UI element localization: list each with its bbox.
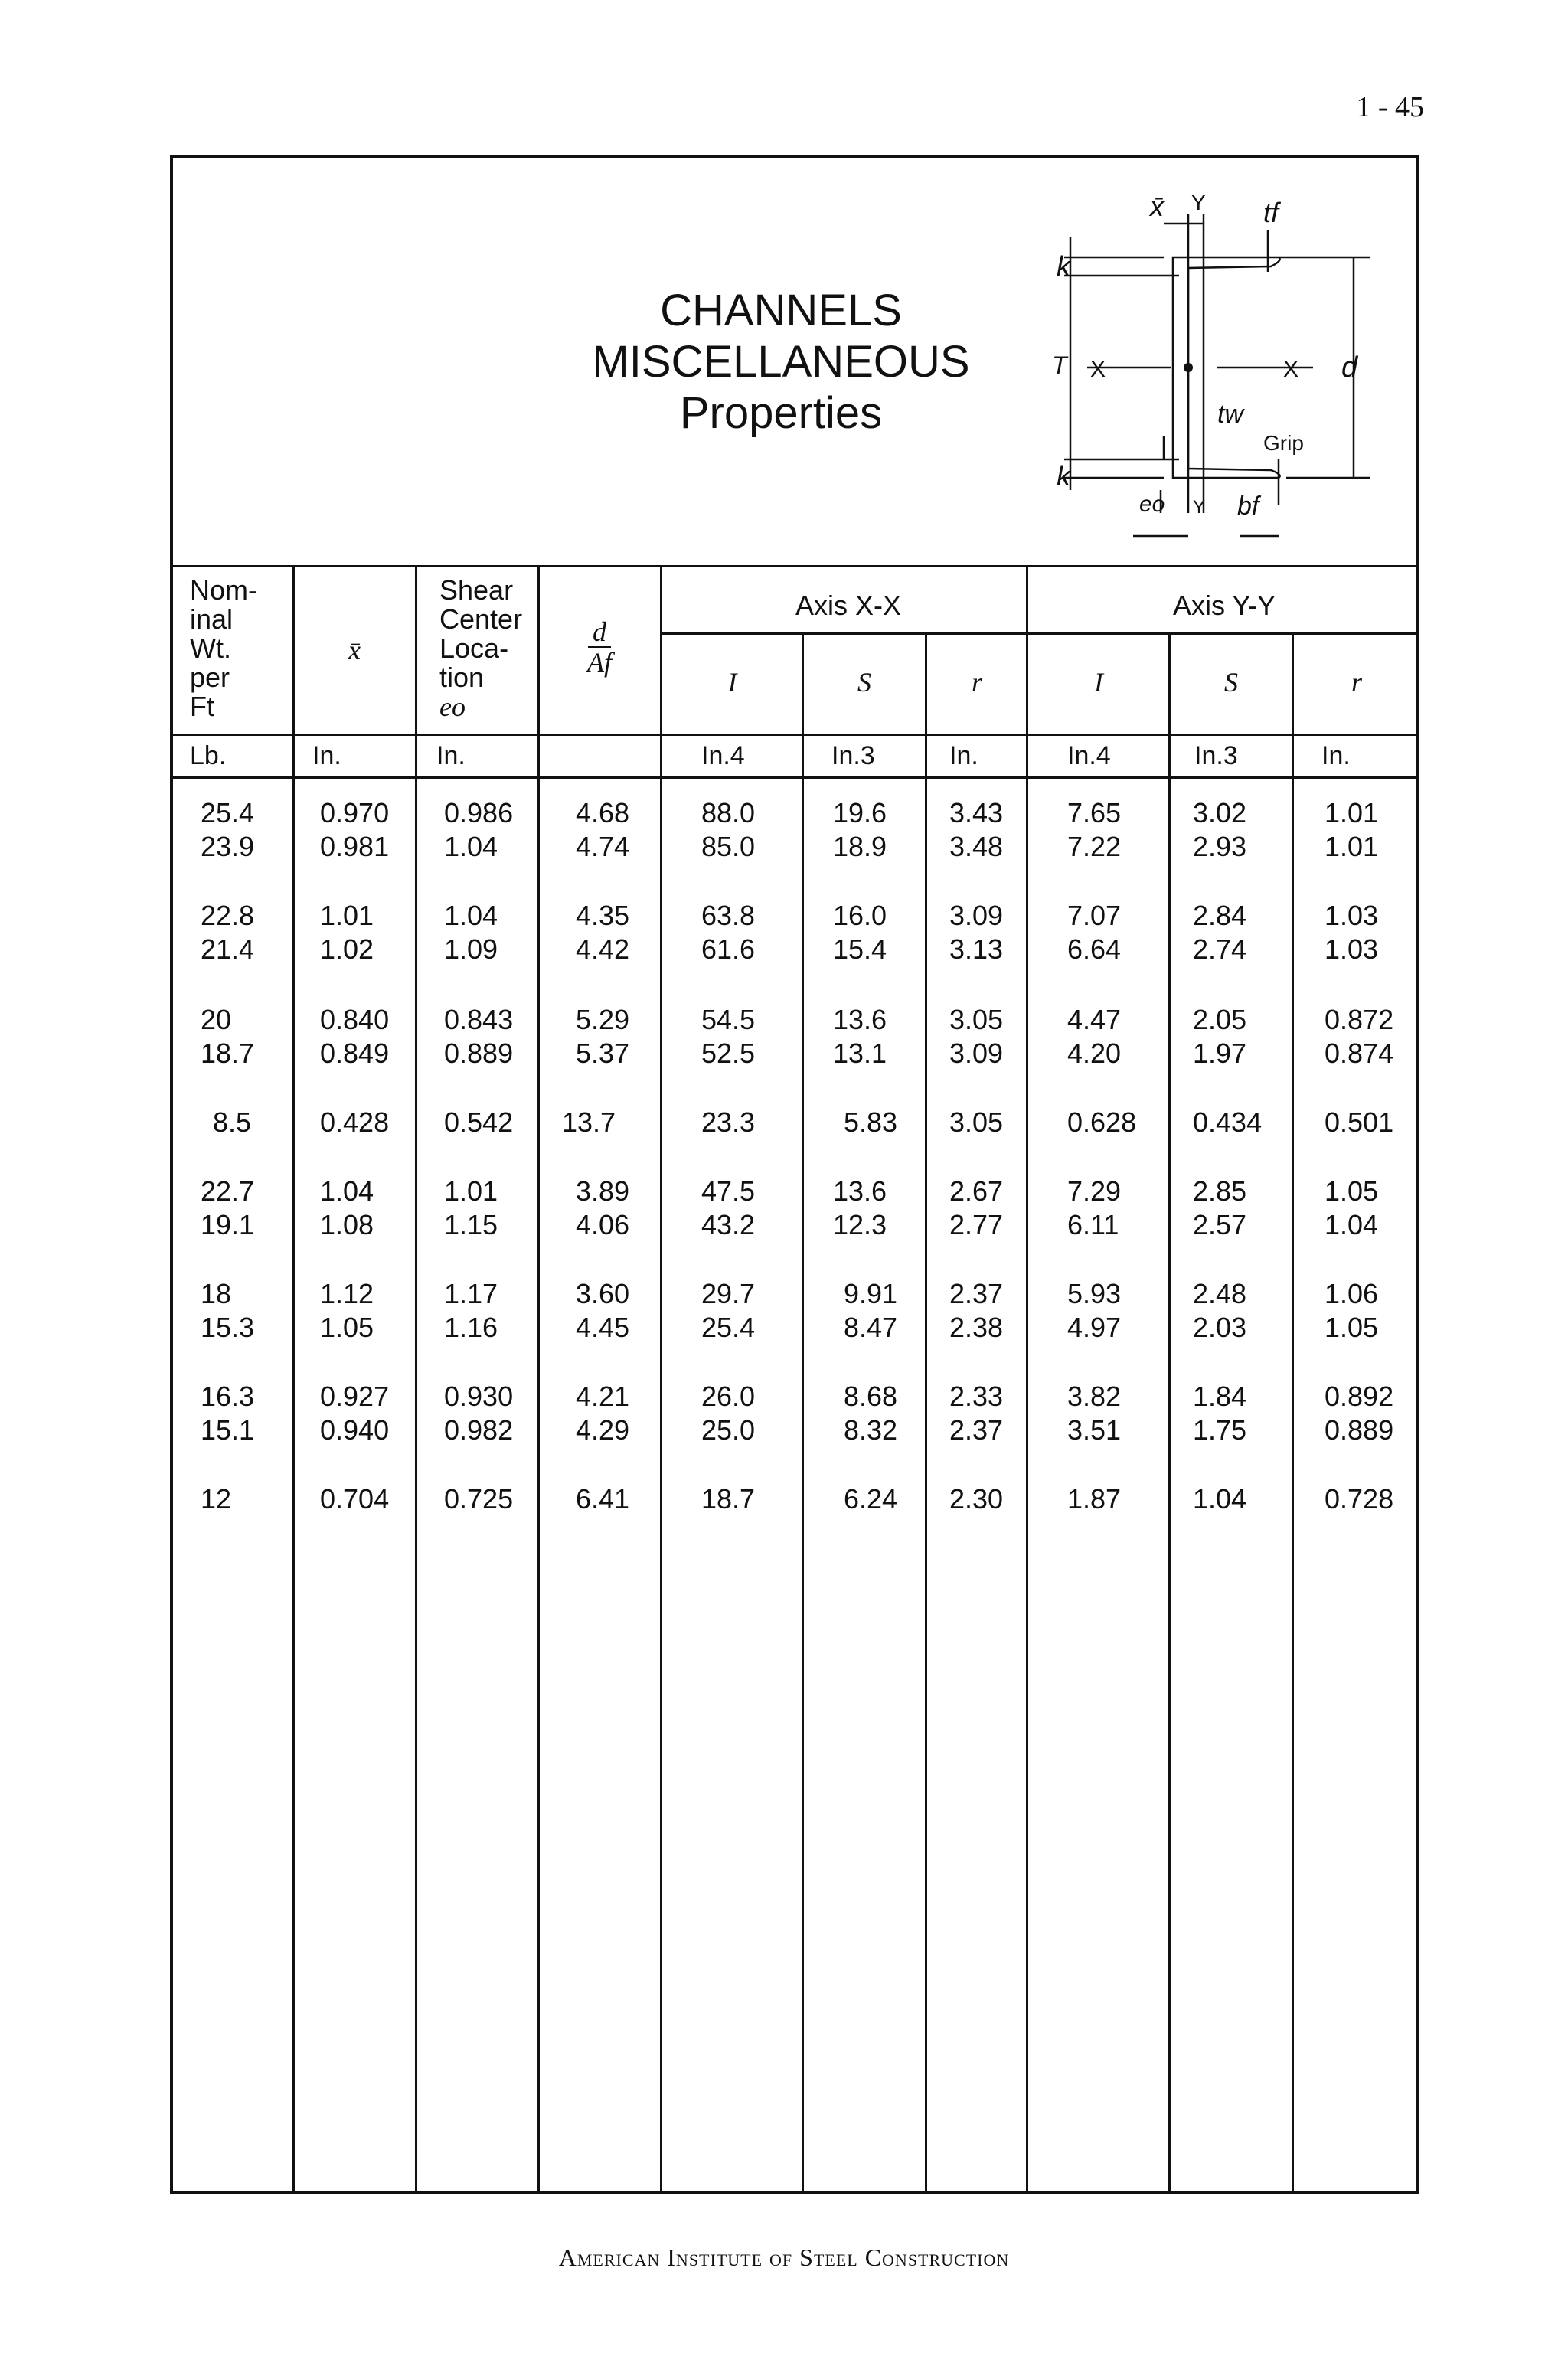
table-cell: 6.41 [576, 1483, 630, 1515]
table-cell: 23.9 [201, 831, 255, 862]
table-cell: 1.04 [444, 831, 498, 862]
title-line-3: Properties [679, 388, 883, 438]
table-cell: 15.4 [833, 933, 887, 965]
table-cell: 2.84 [1193, 900, 1247, 931]
table-cell: 0.982 [444, 1414, 514, 1446]
table-cell: 0.840 [320, 1004, 390, 1035]
col-rule [292, 565, 295, 2194]
col-rule [925, 634, 927, 2194]
header-line: d [588, 617, 611, 648]
table-cell: 2.37 [949, 1278, 1004, 1309]
header-line: eo [439, 691, 466, 722]
table-cell: 7.65 [1067, 797, 1122, 828]
header-line: tion [439, 662, 485, 693]
table-cell: 21.4 [201, 933, 255, 965]
table-cell: 4.29 [576, 1414, 630, 1446]
col-rule [802, 634, 804, 2194]
table-cell: 1.02 [320, 933, 374, 965]
table-cell: 13.1 [833, 1038, 887, 1069]
table-cell: 1.06 [1325, 1278, 1379, 1309]
table-cell: 4.47 [1067, 1004, 1122, 1035]
table-cell: 1.05 [320, 1312, 374, 1343]
table-cell: 1.15 [444, 1209, 498, 1240]
table-cell: 1.16 [444, 1312, 498, 1343]
table-cell: 3.09 [949, 900, 1004, 931]
col-rule [415, 565, 417, 2194]
table-cell: 0.849 [320, 1038, 390, 1069]
table-cell: 0.728 [1325, 1483, 1394, 1515]
table-cell: 0.501 [1325, 1106, 1394, 1138]
table-cell: 1.04 [1193, 1483, 1247, 1515]
table-cell: 6.24 [844, 1483, 898, 1515]
table-cell: 8.68 [844, 1381, 898, 1412]
table-cell: 1.01 [444, 1175, 498, 1207]
col-rule [1026, 565, 1028, 2194]
table-cell: 25.4 [201, 797, 255, 828]
table-cell: 2.67 [949, 1175, 1004, 1207]
header-line: Af [587, 647, 612, 678]
table-cell: 1.17 [444, 1278, 498, 1309]
label-x-left: X [1090, 357, 1106, 382]
table-cell: 1.09 [444, 933, 498, 965]
col-rule [1168, 634, 1171, 2194]
header-axis-yy: Axis Y-Y [1172, 590, 1276, 621]
table-cell: 13.6 [833, 1004, 887, 1035]
table-cell: 23.3 [701, 1106, 756, 1138]
table-cell: 1.01 [1325, 831, 1379, 862]
table-cell: 4.06 [576, 1209, 630, 1240]
table-cell: 3.02 [1193, 797, 1247, 828]
unit-lb: Lb. [190, 741, 227, 770]
label-x-right: X [1283, 357, 1299, 382]
table-cell: 15.3 [201, 1312, 255, 1343]
col-rule [660, 565, 662, 2194]
table-cell: 0.843 [444, 1004, 514, 1035]
unit-sxx: In.3 [831, 741, 875, 770]
header-rxx: r [971, 667, 982, 698]
table-cell: 7.22 [1067, 831, 1122, 862]
table-cell: 0.970 [320, 797, 390, 828]
table-cell: 12.3 [833, 1209, 887, 1240]
table-cell: 12 [201, 1483, 232, 1515]
table-cell: 1.04 [444, 900, 498, 931]
page-title [551, 285, 1011, 439]
table-cell: 13.7 [562, 1106, 616, 1138]
label-y-bottom: Y [1193, 497, 1206, 518]
table-cell: 3.05 [949, 1106, 1004, 1138]
header-line: Wt. [190, 632, 231, 664]
table-cell: 2.74 [1193, 933, 1247, 965]
table-cell: 0.628 [1067, 1106, 1137, 1138]
unit-eo: In. [436, 741, 466, 770]
table-cell: 4.97 [1067, 1312, 1122, 1343]
table-cell: 0.986 [444, 797, 514, 828]
header-line: Nom- [190, 574, 257, 606]
table-cell: 1.08 [320, 1209, 374, 1240]
header-line: Loca- [439, 632, 509, 664]
header-rule-1 [170, 734, 1419, 736]
header-xbar: x̄ [348, 635, 361, 665]
table-cell: 29.7 [701, 1278, 756, 1309]
table-cell: 15.1 [201, 1414, 255, 1446]
table-cell: 0.874 [1325, 1038, 1394, 1069]
table-cell: 0.981 [320, 831, 390, 862]
header-nominal-weight [175, 576, 305, 721]
table-cell: 1.05 [1325, 1175, 1379, 1207]
table-cell: 47.5 [701, 1175, 756, 1207]
table-cell: 25.4 [701, 1312, 756, 1343]
table-cell: 0.892 [1325, 1381, 1394, 1412]
table-cell: 2.48 [1193, 1278, 1247, 1309]
label-grip: Grip [1263, 431, 1304, 455]
table-cell: 0.428 [320, 1106, 390, 1138]
header-rule-2 [170, 776, 1419, 779]
table-cell: 7.29 [1067, 1175, 1122, 1207]
table-cell: 1.01 [1325, 797, 1379, 828]
col-rule [537, 565, 540, 2194]
table-cell: 6.11 [1067, 1209, 1119, 1240]
table-cell: 5.29 [576, 1004, 630, 1035]
table-cell: 18.7 [201, 1038, 255, 1069]
table-cell: 2.57 [1193, 1209, 1247, 1240]
header-shear-center [418, 576, 557, 721]
table-cell: 3.09 [949, 1038, 1004, 1069]
table-cell: 0.889 [1325, 1414, 1394, 1446]
table-cell: 7.07 [1067, 900, 1122, 931]
label-xbar: x̄ [1150, 191, 1164, 222]
table-cell: 3.13 [949, 933, 1004, 965]
table-cell: 4.74 [576, 831, 630, 862]
table-cell: 18.7 [701, 1483, 756, 1515]
table-cell: 0.542 [444, 1106, 514, 1138]
table-cell: 1.75 [1193, 1414, 1247, 1446]
table-cell: 19.6 [833, 797, 887, 828]
header-line: Center [439, 603, 523, 635]
label-t: T [1052, 351, 1067, 379]
table-cell: 3.60 [576, 1278, 630, 1309]
table-cell: 18.9 [833, 831, 887, 862]
table-cell: 0.889 [444, 1038, 514, 1069]
table-cell: 6.64 [1067, 933, 1122, 965]
table-cell: 16.0 [833, 900, 887, 931]
header-axis-xx: Axis X-X [795, 590, 902, 621]
table-cell: 5.83 [844, 1106, 898, 1138]
table-cell: 4.20 [1067, 1038, 1122, 1069]
table-cell: 1.97 [1193, 1038, 1247, 1069]
label-y-top: Y [1191, 191, 1206, 214]
table-cell: 1.84 [1193, 1381, 1247, 1412]
table-cell: 19.1 [201, 1209, 255, 1240]
title-line-1: CHANNELS [660, 286, 902, 335]
table-cell: 5.93 [1067, 1278, 1122, 1309]
header-syy: S [1224, 667, 1238, 698]
table-cell: 1.05 [1325, 1312, 1379, 1343]
table-cell: 1.03 [1325, 933, 1379, 965]
table-cell: 1.01 [320, 900, 374, 931]
page-number: 1 - 45 [1356, 91, 1424, 123]
table-cell: 2.93 [1193, 831, 1247, 862]
table-cell: 4.21 [576, 1381, 630, 1412]
table-cell: 3.05 [949, 1004, 1004, 1035]
table-cell: 2.85 [1193, 1175, 1247, 1207]
label-k-top: k [1057, 250, 1070, 282]
table-cell: 26.0 [701, 1381, 756, 1412]
table-cell: 0.930 [444, 1381, 514, 1412]
table-cell: 20 [201, 1004, 232, 1035]
header-line: inal [190, 603, 234, 635]
table-cell: 2.77 [949, 1209, 1004, 1240]
header-ixx: I [727, 667, 737, 698]
axis-header-rule [660, 632, 1419, 635]
table-cell: 3.51 [1067, 1414, 1122, 1446]
table-cell: 1.04 [320, 1175, 374, 1207]
label-d: d [1341, 351, 1358, 384]
table-cell: 18 [201, 1278, 232, 1309]
table-cell: 22.7 [201, 1175, 255, 1207]
title-divider [170, 565, 1419, 567]
table-cell: 4.68 [576, 797, 630, 828]
header-line: Shear [439, 574, 514, 606]
table-cell: 4.42 [576, 933, 630, 965]
table-cell: 0.872 [1325, 1004, 1394, 1035]
table-cell: 0.704 [320, 1483, 390, 1515]
table-cell: 0.927 [320, 1381, 390, 1412]
label-tf: tf [1263, 197, 1279, 228]
header-line: Ft [190, 691, 214, 722]
table-cell: 54.5 [701, 1004, 756, 1035]
publisher-footer: American Institute of Steel Construction [558, 2243, 1010, 2271]
table-cell: 2.38 [949, 1312, 1004, 1343]
table-cell: 63.8 [701, 900, 756, 931]
table-cell: 0.725 [444, 1483, 514, 1515]
table-cell: 85.0 [701, 831, 756, 862]
table-cell: 3.43 [949, 797, 1004, 828]
table-cell: 8.32 [844, 1414, 898, 1446]
table-cell: 3.82 [1067, 1381, 1122, 1412]
table-cell: 1.87 [1067, 1483, 1122, 1515]
centroid-marker [1184, 363, 1193, 372]
table-cell: 2.30 [949, 1483, 1004, 1515]
table-cell: 8.47 [844, 1312, 898, 1343]
unit-xbar: In. [312, 741, 341, 770]
table-cell: 8.5 [213, 1106, 252, 1138]
table-cell: 9.91 [844, 1278, 898, 1309]
table-cell: 1.04 [1325, 1209, 1379, 1240]
header-ryy: r [1351, 667, 1362, 698]
unit-ixx: In.4 [701, 741, 745, 770]
table-cell: 3.89 [576, 1175, 630, 1207]
table-cell: 5.37 [576, 1038, 630, 1069]
unit-syy: In.3 [1194, 741, 1238, 770]
table-cell: 88.0 [701, 797, 756, 828]
table-cell: 43.2 [701, 1209, 756, 1240]
table-cell: 25.0 [701, 1414, 756, 1446]
table-cell: 4.35 [576, 900, 630, 931]
table-cell: 2.03 [1193, 1312, 1247, 1343]
label-k-bottom: k [1057, 460, 1070, 492]
table-cell: 3.48 [949, 831, 1004, 862]
table-cell: 0.940 [320, 1414, 390, 1446]
label-bf: bf [1237, 492, 1259, 521]
unit-ryy: In. [1321, 741, 1351, 770]
header-d-over-af [541, 617, 658, 677]
table-cell: 16.3 [201, 1381, 255, 1412]
header-sxx: S [858, 667, 871, 698]
col-rule [1292, 634, 1294, 2194]
table-cell: 2.37 [949, 1414, 1004, 1446]
header-line: per [190, 662, 230, 693]
label-tw: tw [1217, 400, 1243, 429]
unit-iyy: In.4 [1067, 741, 1111, 770]
table-cell: 2.33 [949, 1381, 1004, 1412]
table-cell: 1.12 [320, 1278, 374, 1309]
table-cell: 22.8 [201, 900, 255, 931]
table-cell: 61.6 [701, 933, 756, 965]
table-cell: 0.434 [1193, 1106, 1263, 1138]
unit-rxx: In. [949, 741, 978, 770]
table-cell: 1.03 [1325, 900, 1379, 931]
table-cell: 2.05 [1193, 1004, 1247, 1035]
channel-section-diagram [1011, 184, 1370, 544]
table-cell: 52.5 [701, 1038, 756, 1069]
header-iyy: I [1094, 667, 1103, 698]
table-cell: 13.6 [833, 1175, 887, 1207]
table-cell: 4.45 [576, 1312, 630, 1343]
title-line-2: MISCELLANEOUS [592, 337, 970, 387]
label-eo: eo [1139, 492, 1165, 517]
